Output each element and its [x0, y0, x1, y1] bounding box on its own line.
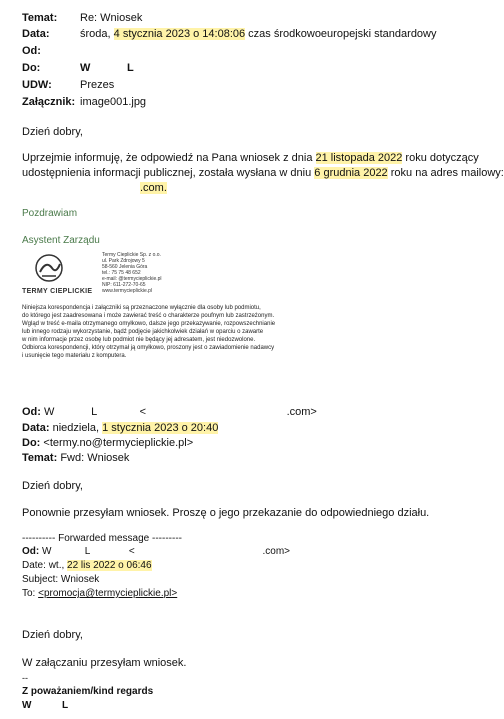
date-value: środa, 4 stycznia 2023 o 14:08:06 czas środkowoeuropejski standardowy: [80, 28, 437, 40]
fm-from-row: Od: W L < .com>: [22, 546, 291, 557]
date-label: Data:: [22, 28, 50, 40]
attachment-row: [22, 96, 147, 108]
body-line-2: udostępnienia informacji publicznej, została wysłana w dniu 6 grudnia 2022 roku na adres mailowy:: [22, 167, 504, 179]
company-line: e-mail: @termycieplickie.pl: [102, 276, 162, 282]
bcc-value: Prezes: [80, 79, 115, 91]
from-row: [22, 45, 41, 57]
subject-value: Re: Wniosek: [80, 12, 143, 24]
company-logo: [22, 250, 93, 302]
company-line: 58-560 Jelenia Góra: [102, 264, 148, 270]
fm-body: W załączaniu przesyłam wniosek.: [22, 657, 187, 669]
disclaimer-line: do którego jest zaadresowana i może zawierać treść o charakterze poufnym lub zastrzeżonym.: [22, 313, 275, 319]
fm-to-link[interactable]: <promocja@termycieplickie.pl>: [38, 588, 178, 599]
from-label: Od:: [22, 45, 41, 57]
body-line-3: .com.: [140, 182, 167, 194]
fwd-date-row: Data: niedziela, 1 stycznia 2023 o 20:40: [22, 422, 219, 434]
to-row: [22, 62, 134, 74]
attachment-value[interactable]: image001.jpg: [80, 96, 147, 108]
company-line: ul. Park Zdrojowy 5: [102, 258, 145, 264]
logo-text: TERMY CIEPLICKIE: [22, 288, 93, 295]
fm-signature: W L: [22, 700, 69, 711]
company-info: [102, 252, 162, 294]
greeting: Dzień dobry,: [22, 126, 83, 138]
fm-greeting: Dzień dobry,: [22, 629, 83, 641]
fwd-subject-row: Temat: Fwd: Wniosek: [22, 452, 130, 464]
forwarded-marker: ---------- Forwarded message ---------: [22, 533, 182, 544]
bcc-row: [22, 79, 115, 91]
fm-date-row: Date: wt., 22 lis 2022 o 06:46: [22, 560, 152, 571]
disclaimer-line: lub innego rodzaju wykorzystanie, bądź podjęcie jakichkolwiek działań w oparciu o zawarte: [22, 329, 264, 335]
fm-subject-row: Subject: Wniosek: [22, 574, 100, 585]
body-line-1: Uprzejmie informuję, że odpowiedź na Pana wniosek z dnia 21 listopada 2022 roku dotyczący: [22, 152, 479, 164]
date-row: [22, 28, 437, 40]
company-line: www.termycieplickie.pl: [102, 288, 153, 294]
disclaimer-line: Niniejsza korespondencja i załączniki są przeznaczone wyłącznie dla osoby lub podmiotu,: [22, 305, 261, 311]
fm-to-row: To: <promocja@termycieplickie.pl>: [22, 588, 178, 599]
fm-dashes: --: [22, 673, 28, 683]
fm-closing: Z poważaniem/kind regards: [22, 686, 154, 697]
to-label: Do:: [22, 62, 41, 74]
disclaimer: [22, 304, 275, 360]
disclaimer-line: Wgląd w treść e-maila otrzymanego omyłkowo, dalsze jego przekazywanie, rozpowszechnianie: [22, 321, 276, 327]
to-value: W L: [80, 62, 134, 74]
fwd-body: Ponownie przesyłam wniosek. Proszę o jego przekazanie do odpowiedniego działu.: [22, 507, 430, 519]
fwd-from-row: Od: W L < .com>: [22, 406, 317, 418]
disclaimer-line: w nim informacje przez osobę lub podmiot nie będący jej adresatem, jest niedozwolone.: [22, 337, 256, 343]
company-line: tel.: 75 75 48 652: [102, 270, 141, 276]
subject-row: [22, 12, 143, 24]
bcc-label: UDW:: [22, 79, 52, 91]
company-line: NIP: 611-272-70-65: [102, 282, 146, 288]
disclaimer-line: Odbiorca korespondencji, który otrzymał ją omyłkowo, proszony jest o zawiadomienie nadawcy: [22, 345, 275, 351]
signature-title: Asystent Zarządu: [22, 235, 100, 246]
fwd-greeting: Dzień dobry,: [22, 480, 83, 492]
subject-label: Temat:: [22, 12, 58, 24]
company-line: Termy Cieplickie Sp. z o.o.: [102, 252, 161, 258]
regards: Pozdrawiam: [22, 208, 78, 219]
fwd-to-row: Do: <termy.no@termycieplickie.pl>: [22, 437, 194, 449]
disclaimer-line: i usunięcie tego materiału z komputera.: [22, 353, 127, 359]
attachment-label: Załącznik:: [22, 96, 76, 108]
